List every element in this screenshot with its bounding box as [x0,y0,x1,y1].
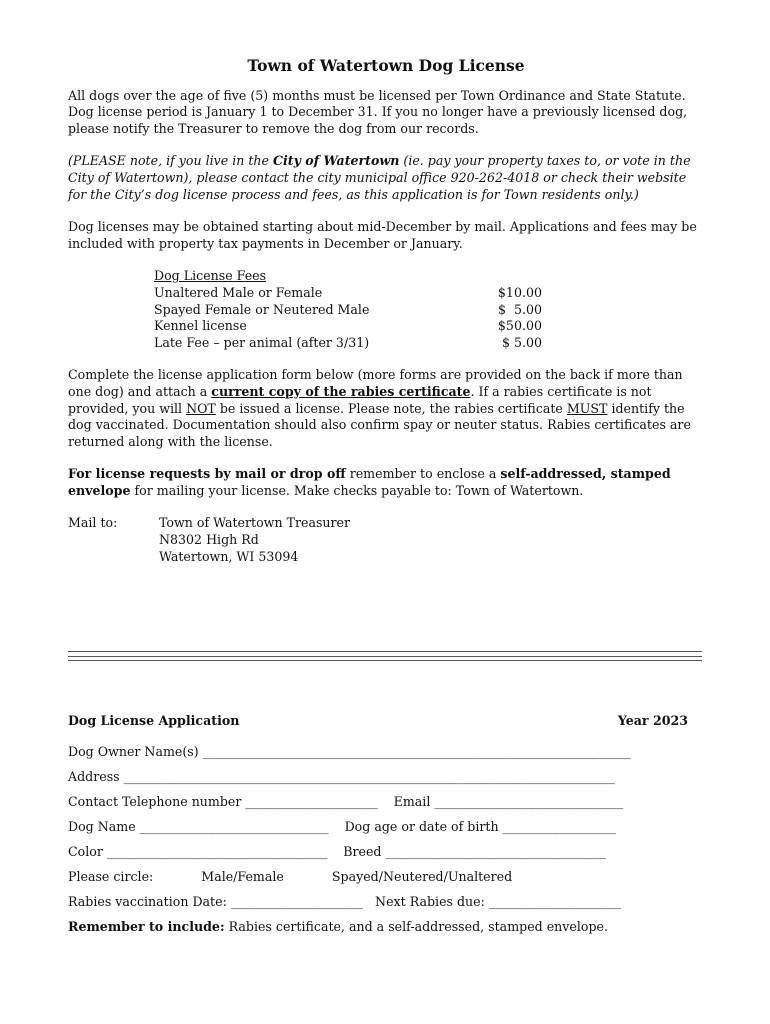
reminder-bold: Remember to include: [68,919,225,934]
mail-note-text: remember to enclose a [345,466,501,482]
fee-heading-text: Dog License Fees [154,268,267,284]
address-line: Town of Watertown Treasurer [159,515,351,531]
intro-paragraph: All dogs over the age of five (5) months must be licensed per Town Ordinance and State Statute. Dog license period is January 1 to December 31. If you no longer have a previously licensed dog, please notify the Treasurer to remove the dog from our records. [68,87,688,136]
fee-row [154,285,542,302]
license-info-page [68,58,704,565]
instructions-text: Complete the license application form below (more forms are provided on the back if more than one dog) and attach a [68,367,683,399]
city-note-text: (PLEASE note, if you live in the [68,153,273,169]
divider-line [68,660,702,661]
mail-to-block [68,515,704,565]
mail-note-bold: For license requests by mail or drop off [68,466,346,482]
mail-note-paragraph [68,466,704,499]
fee-label: Kennel license [154,318,247,334]
city-note-text-end: (ie. pay your property taxes to, or vote in the City of Watertown), please contact the city municipal office 920-262-4018 or check their website for the City’s dog license process and fees, as this application is for Town residents only.) [68,153,691,202]
fee-table-heading [154,268,542,285]
phone-email-field[interactable]: Contact Telephone number _____________________ Email ______________________________ [68,794,624,809]
mail-to-label: Mail to: [68,515,118,531]
address-line: N8302 High Rd [159,532,259,548]
dog-name-age-field[interactable]: Dog Name ______________________________ Dog age or date of birth __________________ [68,819,616,834]
address-field[interactable]: Address ______________________________________________________________________________ [68,769,615,784]
instructions-paragraph [68,367,704,450]
fee-amount: $ 5.00 [501,334,542,350]
page-title: Town of Watertown Dog License [247,56,525,75]
reminder-line [68,919,688,935]
address-line: Watertown, WI 53094 [159,548,299,564]
divider-line [68,651,702,652]
city-note-paragraph [68,153,704,203]
instructions-text: . If a rabies certificate is not provided, you will [68,383,652,416]
fee-label: Unaltered Male or Female [154,284,323,300]
application-form [68,713,688,935]
rabies-copy-emphasis: current copy of the rabies certificate [211,383,471,399]
fee-table [154,268,542,351]
obtain-paragraph: Dog licenses may be obtained starting about mid-December by mail. Applications and fees may be included with property tax payments in December or January. [68,219,697,251]
fee-label: Spayed Female or Neutered Male [154,301,370,317]
fee-amount: $ 5.00 [497,301,542,317]
reminder-text: Rabies certificate, and a self-addressed, stamped envelope. [224,919,608,934]
owner-name-field[interactable]: Dog Owner Name(s) ____________________________________________________________________ [68,744,631,759]
fee-row [154,318,542,335]
fee-label: Late Fee – per animal (after 3/31) [154,334,370,350]
application-year: Year 2023 [617,713,688,728]
city-name-bold: City of Watertown [272,153,400,169]
must-emphasis: MUST [566,400,608,416]
divider-line [68,656,702,657]
color-breed-field[interactable]: Color ___________________________________ Breed ___________________________________ [68,844,606,859]
fee-row [154,302,542,319]
rabies-dates-field[interactable]: Rabies vaccination Date: _____________________ Next Rabies due: _____________________ [68,894,622,909]
not-emphasis: NOT [186,400,216,416]
mail-address [159,515,350,565]
fee-row [154,335,542,352]
instructions-text: be issued a license. Please note, the rabies certificate [215,400,567,416]
envelope-bold: self-addressed, stamped envelope [68,466,671,498]
application-heading: Dog License Application [68,713,240,728]
circle-options[interactable]: Please circle: Male/Female Spayed/Neutered/Unaltered [68,869,513,884]
instructions-text: identify the dog vaccinated. Documentation should also confirm spay or neuter status. Rabies certificates are returned along with the license. [68,400,691,449]
fee-amount: $50.00 [497,318,542,334]
fee-amount: $10.00 [497,284,542,300]
application-header [68,713,688,728]
mail-note-text: for mailing your license. Make checks payable to: Town of Watertown. [130,482,584,498]
